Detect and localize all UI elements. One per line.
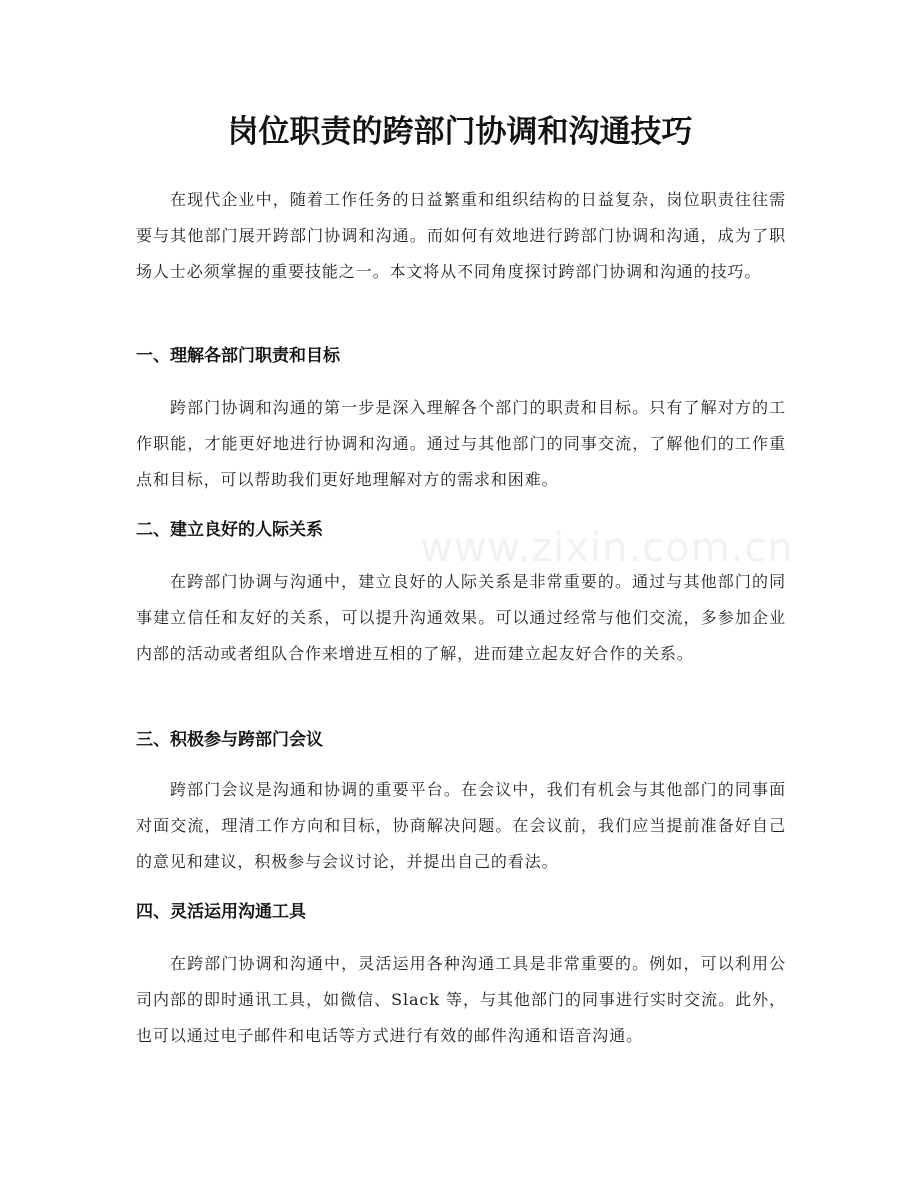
intro-paragraph: 在现代企业中，随着工作任务的日益繁重和组织结构的日益复杂，岗位职责往往需要与其他部门展开跨部门协调和沟通。而如何有效地进行跨部门协调和沟通，成为了职场人士必须掌握的重要技能之一。本文将从不同角度探讨跨部门协调和沟通的技巧。 <box>136 190 786 281</box>
document-title: 岗位职责的跨部门协调和沟通技巧 <box>227 114 693 150</box>
section-heading-1: 一、理解各部门职责和目标 <box>136 346 340 366</box>
section-paragraph-2: 在跨部门协调与沟通中，建立良好的人际关系是非常重要的。通过与其他部门的同事建立信任和友好的关系，可以提升沟通效果。可以通过经常与他们交流，多参加企业内部的活动或者组队合作来增进互相的了解，进而建立起友好合作的关系。 <box>136 572 786 663</box>
section-heading-2: 二、建立良好的人际关系 <box>136 520 323 540</box>
section-paragraph-4: 在跨部门协调和沟通中，灵活运用各种沟通工具是非常重要的。例如，可以利用公司内部的即时通讯工具，如微信、Slack 等，与其他部门的同事进行实时交流。此外，也可以通过电子邮件和电话等方式进行有效的邮件沟通和语音沟通。 <box>136 954 786 1045</box>
watermark: www.zixin.com.cn <box>420 525 794 571</box>
section-heading-3: 三、积极参与跨部门会议 <box>136 730 323 750</box>
section-paragraph-3: 跨部门会议是沟通和协调的重要平台。在会议中，我们有机会与其他部门的同事面对面交流，理清工作方向和目标，协商解决问题。在会议前，我们应当提前准备好自己的意见和建议，积极参与会议讨论，并提出自己的看法。 <box>136 780 786 871</box>
section-heading-4: 四、灵活运用沟通工具 <box>136 902 306 922</box>
section-paragraph-1: 跨部门协调和沟通的第一步是深入理解各个部门的职责和目标。只有了解对方的工作职能，才能更好地进行协调和沟通。通过与其他部门的同事交流，了解他们的工作重点和目标，可以帮助我们更好地理解对方的需求和困难。 <box>136 398 786 489</box>
